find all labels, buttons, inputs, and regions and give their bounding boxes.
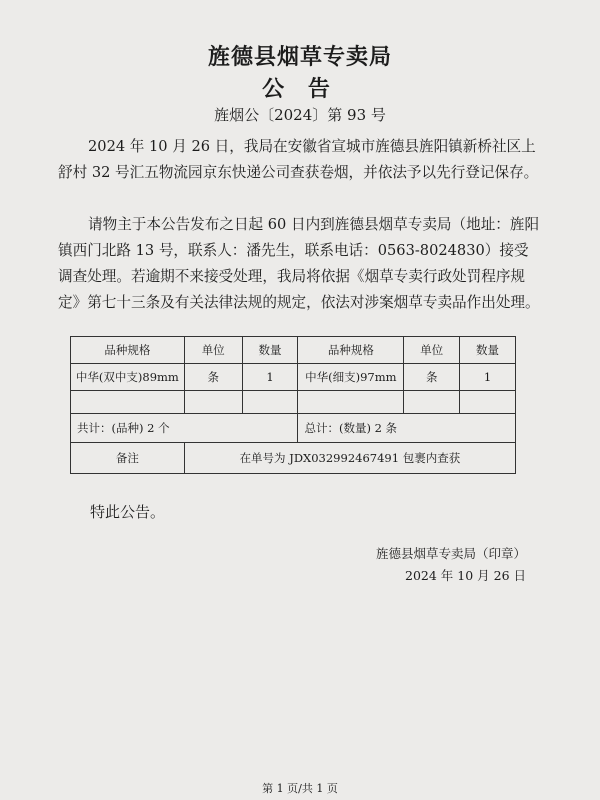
table-header-cell: 数量 (242, 337, 298, 364)
closing-text: 特此公告。 (90, 503, 166, 521)
table-header-cell: 单位 (184, 337, 242, 364)
table-row (71, 364, 516, 391)
table-cell: 中华(细支)97mm (298, 364, 404, 391)
total-varieties: 共计：(品种) 2 个 (71, 414, 298, 443)
table-cell (404, 391, 460, 414)
table-cell: 条 (404, 364, 460, 391)
seal-line: 旌德县烟草专卖局（印章） (375, 546, 526, 561)
table-cell: 1 (242, 364, 298, 391)
table-header-cell: 品种规格 (71, 337, 185, 364)
total-quantity: 总计：(数量) 2 条 (298, 414, 516, 443)
table-note-row (71, 443, 516, 474)
seizure-paragraph: 2024 年 10 月 26 日，我局在安徽省宣城市旌德县旌阳镇新桥社区上舒村 32 号汇五物流园京东快递公司查获卷烟，并依法予以先行登记保存。 (58, 138, 539, 181)
issue-date: 2024 年 10 月 26 日 (405, 568, 526, 583)
table-total-row (71, 414, 516, 443)
table-cell (460, 391, 516, 414)
instruction-paragraph: 请物主于本公告发布之日起 60 日内到旌德县烟草专卖局（地址：旌阳镇西门北路 13 号，联系人：潘先生，联系电话：0563-8024830）接受调查处理。若逾期不来接受处理，我局将依据《烟草专卖行政处罚程序规定》第七十三条及有关法律法规的规定，依法对涉案烟草专卖品作出处理。 (58, 216, 540, 311)
table-empty-row (71, 391, 516, 414)
table-cell (184, 391, 242, 414)
table-cell (298, 391, 404, 414)
notice-title: 公 告 (262, 77, 338, 102)
note-label: 备注 (71, 443, 185, 474)
table-header-row (71, 337, 516, 364)
table-header-cell: 单位 (404, 337, 460, 364)
note-value: 在单号为 JDX032992467491 包裹内查获 (184, 443, 515, 474)
table-cell (242, 391, 298, 414)
page-number: 第 1 页/共 1 页 (262, 782, 338, 795)
table-header-cell: 品种规格 (298, 337, 404, 364)
seized-goods-table (70, 336, 516, 474)
table-header-cell: 数量 (460, 337, 516, 364)
table-cell: 条 (184, 364, 242, 391)
office-name: 旌德县烟草专卖局 (207, 45, 392, 70)
table-cell: 中华(双中支)89mm (71, 364, 185, 391)
document-number: 旌烟公〔2024〕第 93 号 (214, 106, 386, 124)
table-cell (71, 391, 185, 414)
table-cell: 1 (460, 364, 516, 391)
